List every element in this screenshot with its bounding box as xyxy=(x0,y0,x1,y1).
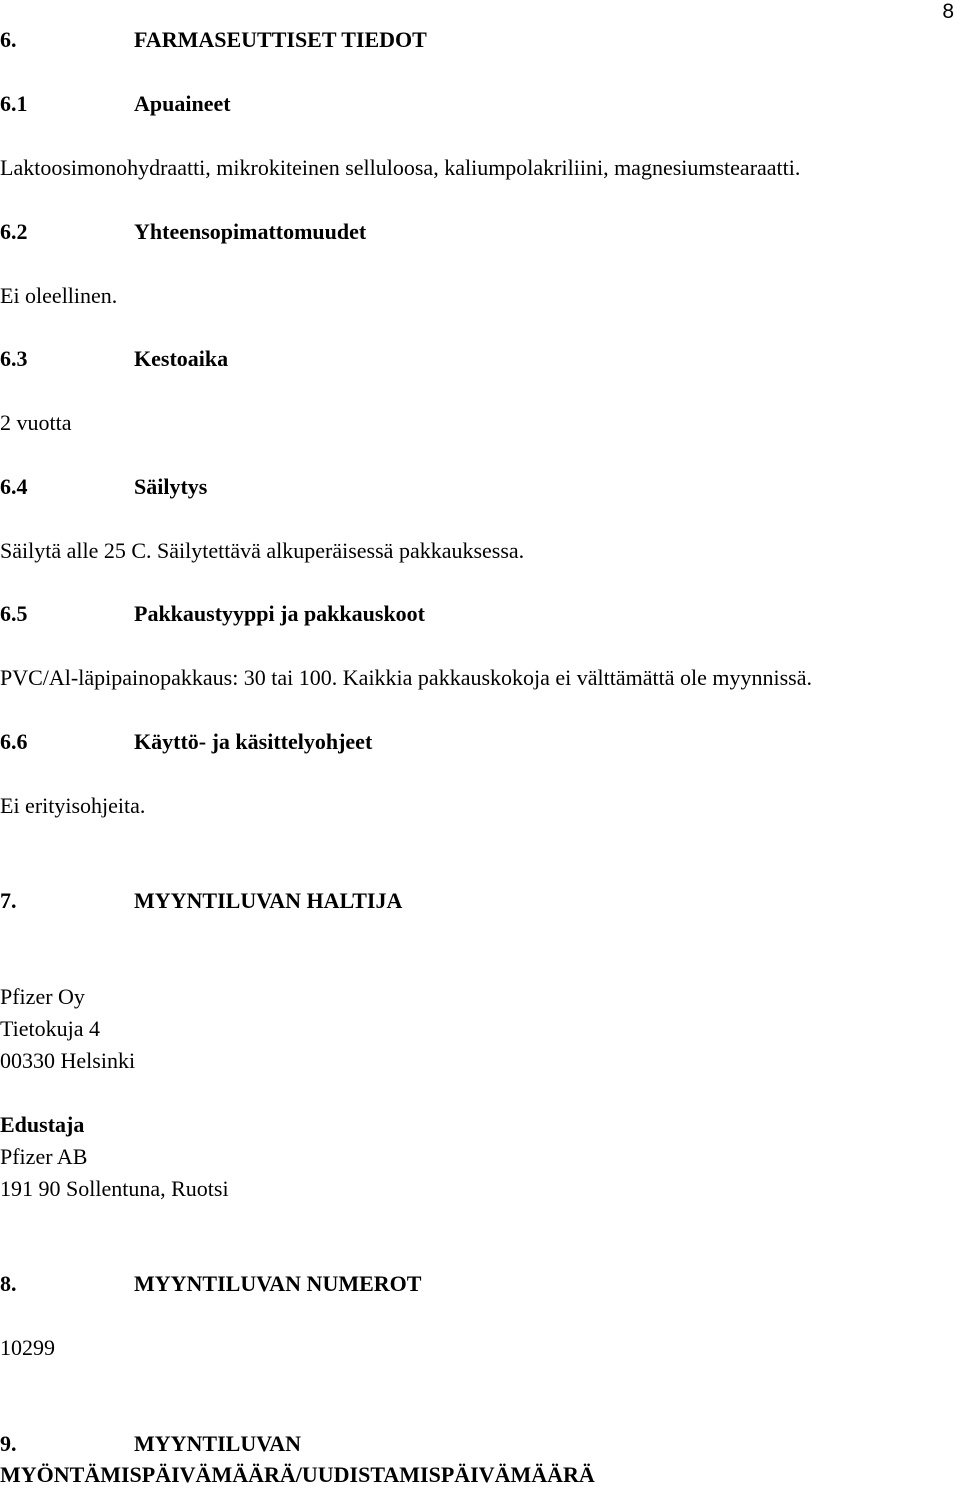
section-9-title: MYYNTILUVAN xyxy=(134,1431,302,1456)
subsection-6-2-text: Ei oleellinen. xyxy=(0,283,118,308)
section-7-heading xyxy=(0,888,402,914)
subsection-6-3-heading xyxy=(0,346,228,372)
section-8-number: 8. xyxy=(0,1271,17,1296)
section-7-number: 7. xyxy=(0,888,17,913)
holder-line: 00330 Helsinki xyxy=(0,1048,136,1073)
representative-label: Edustaja xyxy=(0,1112,85,1137)
section-9-heading xyxy=(0,1431,301,1457)
subsection-number: 6.4 xyxy=(0,474,28,499)
holder-line: Tietokuja 4 xyxy=(0,1016,101,1041)
subsection-6-4-text: Säilytä alle 25 C. Säilytettävä alkuperäisessä pakkauksessa. xyxy=(0,538,525,563)
subsection-6-6-text: Ei erityisohjeita. xyxy=(0,793,146,818)
subsection-6-4-heading xyxy=(0,474,207,500)
subsection-number: 6.5 xyxy=(0,601,28,626)
subsection-number: 6.1 xyxy=(0,91,28,116)
subsection-title: Apuaineet xyxy=(134,91,231,116)
subsection-6-1-text: Laktoosimonohydraatti, mikrokiteinen selluloosa, kaliumpolakriliini, magnesiumstearaatti. xyxy=(0,155,801,180)
section-9-title-continued: MYÖNTÄMISPÄIVÄMÄÄRÄ/UUDISTAMISPÄIVÄMÄÄRÄ xyxy=(0,1462,595,1487)
section-7-title: MYYNTILUVAN HALTIJA xyxy=(134,888,403,913)
subsection-number: 6.3 xyxy=(0,346,28,371)
subsection-title: Käyttö- ja käsittelyohjeet xyxy=(134,729,373,754)
subsection-6-5-text: PVC/Al-läpipainopakkaus: 30 tai 100. Kaikkia pakkauskokoja ei välttämättä ole myynnissä. xyxy=(0,665,813,690)
authorization-number: 10299 xyxy=(0,1335,55,1360)
subsection-6-6-heading xyxy=(0,729,372,755)
subsection-6-3-text: 2 vuotta xyxy=(0,410,72,435)
page-number: 8 xyxy=(942,0,954,23)
subsection-6-1-heading xyxy=(0,91,231,117)
section-9-number: 9. xyxy=(0,1431,17,1456)
section-6-title: FARMASEUTTISET TIEDOT xyxy=(134,27,427,52)
representative-line: Pfizer AB xyxy=(0,1144,88,1169)
subsection-number: 6.6 xyxy=(0,729,28,754)
section-8-heading xyxy=(0,1271,421,1297)
subsection-6-5-heading xyxy=(0,601,425,627)
subsection-number: 6.2 xyxy=(0,219,28,244)
section-6-number: 6. xyxy=(0,27,17,52)
section-8-title: MYYNTILUVAN NUMEROT xyxy=(134,1271,422,1296)
subsection-title: Säilytys xyxy=(134,474,208,499)
subsection-title: Yhteensopimattomuudet xyxy=(134,219,367,244)
representative-line: 191 90 Sollentuna, Ruotsi xyxy=(0,1176,229,1201)
subsection-title: Pakkaustyyppi ja pakkauskoot xyxy=(134,601,426,626)
section-6-heading xyxy=(0,27,427,53)
holder-line: Pfizer Oy xyxy=(0,984,85,1009)
subsection-title: Kestoaika xyxy=(134,346,229,371)
subsection-6-2-heading xyxy=(0,219,366,245)
